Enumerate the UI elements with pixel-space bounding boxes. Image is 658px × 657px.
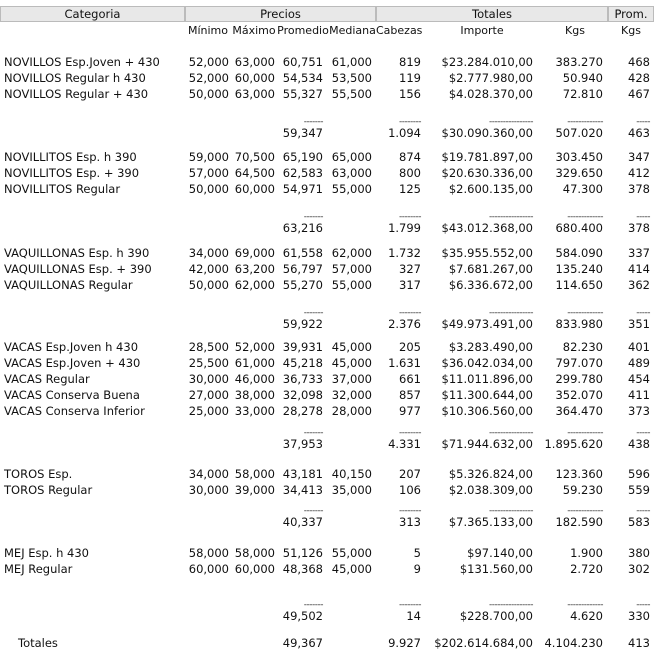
table-row [0, 262, 658, 276]
cell-promedio: 36,733 [282, 372, 323, 386]
subheader-kgs: Kgs [565, 24, 585, 37]
subheader-mediana: Mediana [329, 24, 376, 37]
cell-minimo: 50,000 [188, 87, 229, 101]
separator-dashes: -------- [399, 428, 421, 438]
cell-maximo: 63,000 [234, 87, 275, 101]
totals-kgs: 4.104.230 [544, 636, 603, 650]
cell-prom-kgs: 373 [628, 404, 650, 418]
cell-categoria: NOVILLITOS Esp. + 390 [4, 166, 140, 180]
cell-categoria: VAQUILLONAS Esp. h 390 [4, 246, 150, 260]
separator-dashes: -------- [399, 117, 421, 127]
cell-categoria: TOROS Regular [4, 483, 93, 497]
cell-minimo: 30,000 [188, 372, 229, 386]
cell-minimo: 34,000 [188, 467, 229, 481]
subtotal-row [0, 317, 658, 331]
cell-maximo: 39,000 [234, 483, 275, 497]
cell-prom-kgs: 378 [628, 182, 650, 196]
cell-categoria: MEJ Regular [4, 562, 73, 576]
cell-prom-kgs: 401 [628, 340, 650, 354]
cell-cabezas: 661 [399, 372, 421, 386]
subtotal-row [0, 515, 658, 529]
cell-promedio: 56,797 [282, 262, 323, 276]
cell-importe: $36.042.034,00 [441, 356, 533, 370]
separator-dashes: ----- [636, 308, 650, 318]
table-row [0, 55, 658, 69]
cell-cabezas: 327 [399, 262, 421, 276]
cell-cabezas: 977 [399, 404, 421, 418]
cell-prom-kgs: 411 [628, 388, 650, 402]
totals-promedio: 49,367 [282, 636, 323, 650]
cell-maximo: 63,200 [234, 262, 275, 276]
table-row [0, 467, 658, 481]
cell-importe: $11.300.644,00 [441, 388, 533, 402]
cell-importe: $10.306.560,00 [441, 404, 533, 418]
totals-row [0, 636, 658, 650]
subtotal-cabezas: 2.376 [388, 317, 421, 331]
cell-prom-kgs: 362 [628, 278, 650, 292]
separator-dashes: -------- [399, 506, 421, 516]
cell-importe: $35.955.552,00 [441, 246, 533, 260]
totals-cabezas: 9.927 [388, 636, 421, 650]
cell-promedio: 48,368 [282, 562, 323, 576]
cell-minimo: 25,500 [188, 356, 229, 370]
table-row [0, 182, 658, 196]
cell-promedio: 60,751 [282, 55, 323, 69]
totals-label: Totales [18, 636, 58, 650]
separator-dashes: ----- [636, 428, 650, 438]
subtotal-cabezas: 14 [406, 609, 421, 623]
cell-mediana: 53,500 [331, 71, 372, 85]
cell-prom-kgs: 559 [628, 483, 650, 497]
subtotal-promedio: 40,337 [282, 515, 323, 529]
header-prom [608, 6, 654, 22]
subtotal-prom-kgs: 438 [628, 437, 650, 451]
cell-mediana: 61,000 [331, 55, 372, 69]
separator-dashes: -------- [399, 308, 421, 318]
cell-categoria: TOROS Esp. [4, 467, 73, 481]
subtotal-promedio: 59,347 [282, 126, 323, 140]
separator-dashes: ------------- [567, 506, 603, 516]
separator-dashes: ----- [636, 117, 650, 127]
subtotal-kgs: 680.400 [555, 221, 603, 235]
subheader-prom-kgs: Kgs [621, 24, 641, 37]
cell-categoria: NOVILLOS Regular + 430 [4, 87, 149, 101]
cell-cabezas: 205 [399, 340, 421, 354]
separator-dashes: ------------- [567, 117, 603, 127]
cell-mediana: 40,150 [331, 467, 372, 481]
separator-dashes: ------- [303, 117, 323, 127]
header-prom-label: Prom. [614, 7, 648, 21]
table-row [0, 340, 658, 354]
subheader-maximo: Máximo [232, 24, 276, 37]
separator-dashes: ---------------- [489, 117, 533, 127]
table-row [0, 246, 658, 260]
subtotal-promedio: 59,922 [282, 317, 323, 331]
cell-prom-kgs: 337 [628, 246, 650, 260]
cell-promedio: 28,278 [282, 404, 323, 418]
cell-categoria: NOVILLOS Esp.Joven + 430 [4, 55, 160, 69]
header-totales-label: Totales [472, 7, 512, 21]
cell-prom-kgs: 347 [628, 150, 650, 164]
separator-dashes: ---------------- [489, 308, 533, 318]
table-row [0, 278, 658, 292]
cell-mediana: 35,000 [331, 483, 372, 497]
cell-minimo: 57,000 [188, 166, 229, 180]
cell-importe: $97.140,00 [467, 546, 533, 560]
table-row [0, 388, 658, 402]
cell-mediana: 37,000 [331, 372, 372, 386]
subtotal-prom-kgs: 330 [628, 609, 650, 623]
cell-maximo: 64,500 [234, 166, 275, 180]
cell-promedio: 61,558 [282, 246, 323, 260]
cell-cabezas: 800 [399, 166, 421, 180]
cell-kgs: 72.810 [562, 87, 603, 101]
cell-cabezas: 819 [399, 55, 421, 69]
separator-dashes: ----- [636, 212, 650, 222]
cell-kgs: 299.780 [555, 372, 603, 386]
cell-prom-kgs: 596 [628, 467, 650, 481]
cell-mediana: 45,000 [331, 562, 372, 576]
cell-kgs: 114.650 [555, 278, 603, 292]
cell-promedio: 55,270 [282, 278, 323, 292]
subtotal-importe: $30.090.360,00 [441, 126, 533, 140]
cell-cabezas: 317 [399, 278, 421, 292]
cell-importe: $6.336.672,00 [448, 278, 533, 292]
cell-mediana: 62,000 [331, 246, 372, 260]
cell-importe: $131.560,00 [459, 562, 533, 576]
cell-importe: $23.284.010,00 [441, 55, 533, 69]
cell-mediana: 55,000 [331, 546, 372, 560]
cell-categoria: NOVILLOS Regular h 430 [4, 71, 146, 85]
cell-maximo: 62,000 [234, 278, 275, 292]
separator-dashes: ------- [303, 308, 323, 318]
table-row [0, 87, 658, 101]
cell-importe: $2.600.135,00 [448, 182, 533, 196]
header-precios [185, 6, 376, 22]
cell-prom-kgs: 380 [628, 546, 650, 560]
cell-mediana: 57,000 [331, 262, 372, 276]
table-row [0, 71, 658, 85]
cell-mediana: 55,500 [331, 87, 372, 101]
cell-promedio: 34,413 [282, 483, 323, 497]
separator-dashes: ------------- [567, 212, 603, 222]
table-row [0, 356, 658, 370]
header-precios-label: Precios [260, 7, 301, 21]
cell-prom-kgs: 454 [628, 372, 650, 386]
cell-kgs: 352.070 [555, 388, 603, 402]
cell-categoria: NOVILLITOS Regular [4, 182, 121, 196]
cell-importe: $19.781.897,00 [441, 150, 533, 164]
subheader-cabezas: Cabezas [376, 24, 423, 37]
cell-mediana: 65,000 [331, 150, 372, 164]
cell-mediana: 63,000 [331, 166, 372, 180]
cell-kgs: 50.940 [562, 71, 603, 85]
cell-cabezas: 9 [413, 562, 421, 576]
separator-dashes: ---------------- [489, 428, 533, 438]
cell-minimo: 50,000 [188, 278, 229, 292]
cell-cabezas: 1.732 [388, 246, 421, 260]
cell-mediana: 45,000 [331, 340, 372, 354]
subtotal-cabezas: 313 [399, 515, 421, 529]
subtotal-cabezas: 1.094 [388, 126, 421, 140]
cell-categoria: VACAS Conserva Buena [4, 388, 140, 402]
cell-importe: $2.038.309,00 [448, 483, 533, 497]
subtotal-prom-kgs: 378 [628, 221, 650, 235]
cell-promedio: 43,181 [282, 467, 323, 481]
cell-minimo: 59,000 [188, 150, 229, 164]
cell-maximo: 52,000 [234, 340, 275, 354]
cell-promedio: 55,327 [282, 87, 323, 101]
cell-minimo: 58,000 [188, 546, 229, 560]
subtotal-prom-kgs: 583 [628, 515, 650, 529]
subtotal-row [0, 437, 658, 451]
subtotal-promedio: 49,502 [282, 609, 323, 623]
cell-importe: $7.681.267,00 [448, 262, 533, 276]
cell-cabezas: 207 [399, 467, 421, 481]
cell-cabezas: 874 [399, 150, 421, 164]
table-row [0, 483, 658, 497]
totals-prom-kgs: 413 [628, 636, 650, 650]
cell-kgs: 59.230 [562, 483, 603, 497]
cell-minimo: 60,000 [188, 562, 229, 576]
subtotal-promedio: 37,953 [282, 437, 323, 451]
cell-kgs: 364.470 [555, 404, 603, 418]
cell-mediana: 32,000 [331, 388, 372, 402]
subtotal-kgs: 833.980 [555, 317, 603, 331]
cell-kgs: 2.720 [570, 562, 603, 576]
cell-importe: $4.028.370,00 [448, 87, 533, 101]
cell-prom-kgs: 302 [628, 562, 650, 576]
cell-mediana: 55,000 [331, 182, 372, 196]
cell-maximo: 60,000 [234, 182, 275, 196]
cell-cabezas: 156 [399, 87, 421, 101]
cell-maximo: 63,000 [234, 55, 275, 69]
subtotal-kgs: 1.895.620 [544, 437, 603, 451]
cell-promedio: 45,218 [282, 356, 323, 370]
cell-importe: $11.011.896,00 [441, 372, 533, 386]
separator-dashes: ---------------- [489, 212, 533, 222]
cell-prom-kgs: 468 [628, 55, 650, 69]
totals-importe: $202.614.684,00 [434, 636, 533, 650]
separator-dashes: ------------- [567, 600, 603, 610]
separator-dashes: ------------- [567, 308, 603, 318]
cell-cabezas: 106 [399, 483, 421, 497]
cell-promedio: 62,583 [282, 166, 323, 180]
cell-kgs: 303.450 [555, 150, 603, 164]
cell-prom-kgs: 414 [628, 262, 650, 276]
cell-kgs: 383.270 [555, 55, 603, 69]
cell-mediana: 55,000 [331, 278, 372, 292]
cell-cabezas: 5 [413, 546, 421, 560]
cell-promedio: 54,971 [282, 182, 323, 196]
cell-minimo: 52,000 [188, 71, 229, 85]
cell-minimo: 28,500 [188, 340, 229, 354]
separator-dashes: -------- [399, 600, 421, 610]
subtotal-kgs: 507.020 [555, 126, 603, 140]
cell-minimo: 34,000 [188, 246, 229, 260]
separator-dashes: ------- [303, 428, 323, 438]
cell-categoria: VACAS Esp.Joven + 430 [4, 356, 141, 370]
cell-prom-kgs: 428 [628, 71, 650, 85]
subtotal-prom-kgs: 351 [628, 317, 650, 331]
cell-minimo: 52,000 [188, 55, 229, 69]
cell-minimo: 50,000 [188, 182, 229, 196]
subtotal-row [0, 221, 658, 235]
cell-maximo: 58,000 [234, 546, 275, 560]
cell-categoria: VACAS Regular [4, 372, 90, 386]
header-totales [376, 6, 608, 22]
subtotal-promedio: 63,216 [282, 221, 323, 235]
cell-kgs: 135.240 [555, 262, 603, 276]
cell-prom-kgs: 412 [628, 166, 650, 180]
table-row [0, 546, 658, 560]
cell-importe: $2.777.980,00 [448, 71, 533, 85]
subheader-minimo: Mínimo [187, 24, 229, 37]
cell-minimo: 30,000 [188, 483, 229, 497]
cell-categoria: VAQUILLONAS Regular [4, 278, 133, 292]
table-row [0, 562, 658, 576]
cell-categoria: NOVILLITOS Esp. h 390 [4, 150, 137, 164]
cell-categoria: VACAS Esp.Joven h 430 [4, 340, 139, 354]
separator-dashes: ----- [636, 600, 650, 610]
subtotal-importe: $49.973.491,00 [441, 317, 533, 331]
cell-maximo: 38,000 [234, 388, 275, 402]
cell-promedio: 65,190 [282, 150, 323, 164]
cell-prom-kgs: 467 [628, 87, 650, 101]
cell-categoria: MEJ Esp. h 430 [4, 546, 89, 560]
subheader-promedio: Promedio [277, 24, 329, 37]
header-categoria-label: Categoria [64, 7, 121, 21]
separator-dashes: -------- [399, 212, 421, 222]
cell-maximo: 58,000 [234, 467, 275, 481]
cell-importe: $20.630.336,00 [441, 166, 533, 180]
subheader-importe: Importe [460, 24, 504, 37]
cell-categoria: VAQUILLONAS Esp. + 390 [4, 262, 152, 276]
subtotal-cabezas: 1.799 [388, 221, 421, 235]
cell-prom-kgs: 489 [628, 356, 650, 370]
subtotal-importe: $43.012.368,00 [441, 221, 533, 235]
subtotal-row [0, 126, 658, 140]
header-categoria [0, 6, 185, 22]
cell-mediana: 28,000 [331, 404, 372, 418]
cell-maximo: 33,000 [234, 404, 275, 418]
subtotal-kgs: 182.590 [555, 515, 603, 529]
table-row [0, 404, 658, 418]
cell-maximo: 61,000 [234, 356, 275, 370]
separator-dashes: ------- [303, 506, 323, 516]
separator-dashes: ------------- [567, 428, 603, 438]
cell-maximo: 60,000 [234, 71, 275, 85]
subtotal-prom-kgs: 463 [628, 126, 650, 140]
table-row [0, 166, 658, 180]
separator-dashes: ---------------- [489, 506, 533, 516]
subtotal-row [0, 609, 658, 623]
cell-promedio: 51,126 [282, 546, 323, 560]
cell-promedio: 32,098 [282, 388, 323, 402]
cell-cabezas: 857 [399, 388, 421, 402]
cell-kgs: 82.230 [562, 340, 603, 354]
cell-minimo: 27,000 [188, 388, 229, 402]
separator-dashes: ------- [303, 212, 323, 222]
cell-categoria: VACAS Conserva Inferior [4, 404, 145, 418]
subtotal-importe: $7.365.133,00 [448, 515, 533, 529]
cell-promedio: 54,534 [282, 71, 323, 85]
cell-maximo: 46,000 [234, 372, 275, 386]
separator-dashes: ------- [303, 600, 323, 610]
cell-kgs: 797.070 [555, 356, 603, 370]
subtotal-kgs: 4.620 [570, 609, 603, 623]
cell-maximo: 70,500 [234, 150, 275, 164]
cell-cabezas: 125 [399, 182, 421, 196]
cell-kgs: 1.900 [570, 546, 603, 560]
cell-minimo: 42,000 [188, 262, 229, 276]
cell-minimo: 25,000 [188, 404, 229, 418]
cell-kgs: 47.300 [562, 182, 603, 196]
table-row [0, 372, 658, 386]
cell-maximo: 69,000 [234, 246, 275, 260]
separator-dashes: ----- [636, 506, 650, 516]
cell-kgs: 123.360 [555, 467, 603, 481]
cell-promedio: 39,931 [282, 340, 323, 354]
subtotal-cabezas: 4.331 [388, 437, 421, 451]
cell-cabezas: 119 [399, 71, 421, 85]
cell-kgs: 584.090 [555, 246, 603, 260]
subtotal-importe: $228.700,00 [459, 609, 533, 623]
cell-cabezas: 1.631 [388, 356, 421, 370]
cell-mediana: 45,000 [331, 356, 372, 370]
subtotal-importe: $71.944.632,00 [441, 437, 533, 451]
separator-dashes: ---------------- [489, 600, 533, 610]
cell-kgs: 329.650 [555, 166, 603, 180]
cell-importe: $3.283.490,00 [448, 340, 533, 354]
table-row [0, 150, 658, 164]
cell-importe: $5.326.824,00 [448, 467, 533, 481]
cell-maximo: 60,000 [234, 562, 275, 576]
